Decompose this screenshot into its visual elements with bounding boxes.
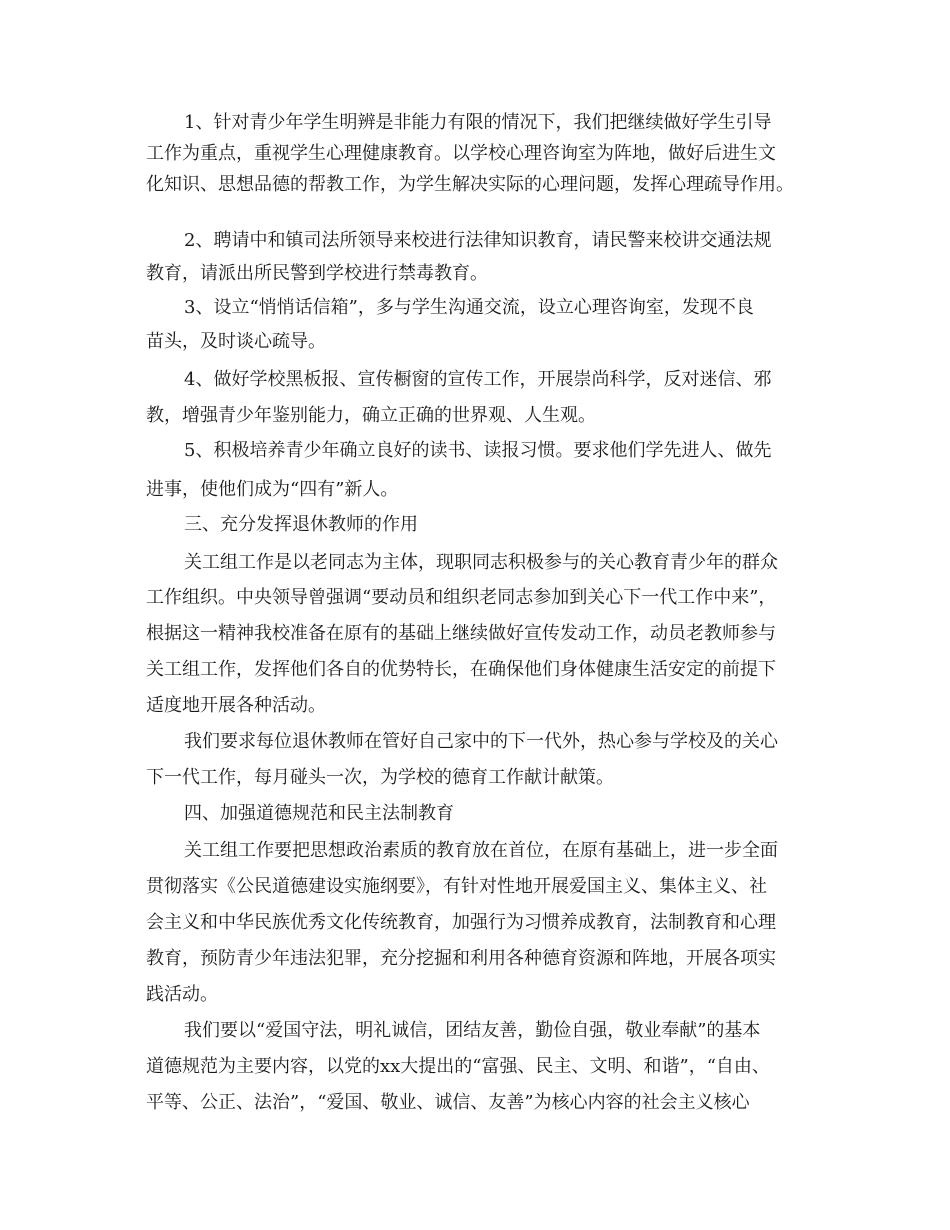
text-line: 4、做好学校黑板报、宣传橱窗的宣传工作，开展崇尚科学，反对迷信、邪 [184, 369, 772, 390]
text-line: 苗头，及时谈心疏导。 [146, 331, 326, 352]
text-line: 关工组工作要把思想政治素质的教育放在首位，在原有基础上，进一步全面 [184, 840, 778, 861]
text-line: 践活动。 [146, 984, 218, 1005]
text-line: 下一代工作，每月碰头一次，为学校的德育工作献计献策。 [146, 767, 614, 788]
text-line: 我们要以“爱国守法，明礼诚信，团结友善，勤俭自强，敬业奉献”的基本 [184, 1020, 761, 1041]
section-heading: 四、加强道德规范和民主法制教育 [184, 803, 454, 824]
text-line: 进事，使他们成为“四有”新人。 [146, 479, 399, 500]
text-line: 工作组织。中央领导曾强调“要动员和组织老同志参加到关心下一代工作中来”， [146, 587, 777, 608]
text-line: 道德规范为主要内容，以党的xx大提出的“富强、民主、文明、和谐”，“自由、 [146, 1056, 770, 1077]
text-line: 教育，请派出所民警到学校进行禁毒教育。 [146, 263, 488, 284]
text-line: 教育，预防青少年违法犯罪，充分挖掘和利用各种德育资源和阵地，开展各项实 [146, 948, 776, 969]
section-heading: 三、充分发挥退休教师的作用 [184, 514, 418, 535]
text-line: 教，增强青少年鉴别能力，确立正确的世界观、人生观。 [146, 405, 596, 426]
text-line: 3、设立“悄悄话信箱”，多与学生沟通交流，设立心理咨询室，发现不良 [184, 297, 754, 318]
text-line: 平等、公正、法治”，“爱国、敬业、诚信、友善”为核心内容的社会主义核心 [146, 1092, 750, 1113]
text-line: 会主义和中华民族优秀文化传统教育，加强行为习惯养成教育，法制教育和心理 [146, 912, 776, 933]
text-line: 5、积极培养青少年确立良好的读书、读报习惯。要求他们学先进人、做先 [184, 440, 772, 461]
text-line: 根据这一精神我校准备在原有的基础上继续做好宣传发动工作，动员老教师参与 [146, 623, 776, 644]
text-line: 化知识、思想品德的帮教工作，为学生解决实际的心理问题，发挥心理疏导作用。 [146, 174, 794, 195]
text-line: 关工组工作，发挥他们各自的优势特长，在确保他们身体健康生活安定的前提下 [146, 659, 776, 680]
text-line: 工作为重点，重视学生心理健康教育。以学校心理咨询室为阵地，做好后进生文 [146, 143, 776, 164]
text-line: 2、聘请中和镇司法所领导来校进行法律知识教育，请民警来校讲交通法规 [184, 230, 772, 251]
text-line: 我们要求每位退休教师在管好自己家中的下一代外，热心参与学校及的关心 [184, 731, 778, 752]
text-line: 关工组工作是以老同志为主体，现职同志积极参与的关心教育青少年的群众 [184, 552, 778, 573]
text-line: 1、针对青少年学生明辨是非能力有限的情况下，我们把继续做好学生引导 [184, 112, 772, 133]
text-line: 适度地开展各种活动。 [146, 695, 326, 716]
text-line: 贯彻落实《公民道德建设实施纲要》，有针对性地开展爱国主义、集体主义、社 [146, 876, 767, 897]
